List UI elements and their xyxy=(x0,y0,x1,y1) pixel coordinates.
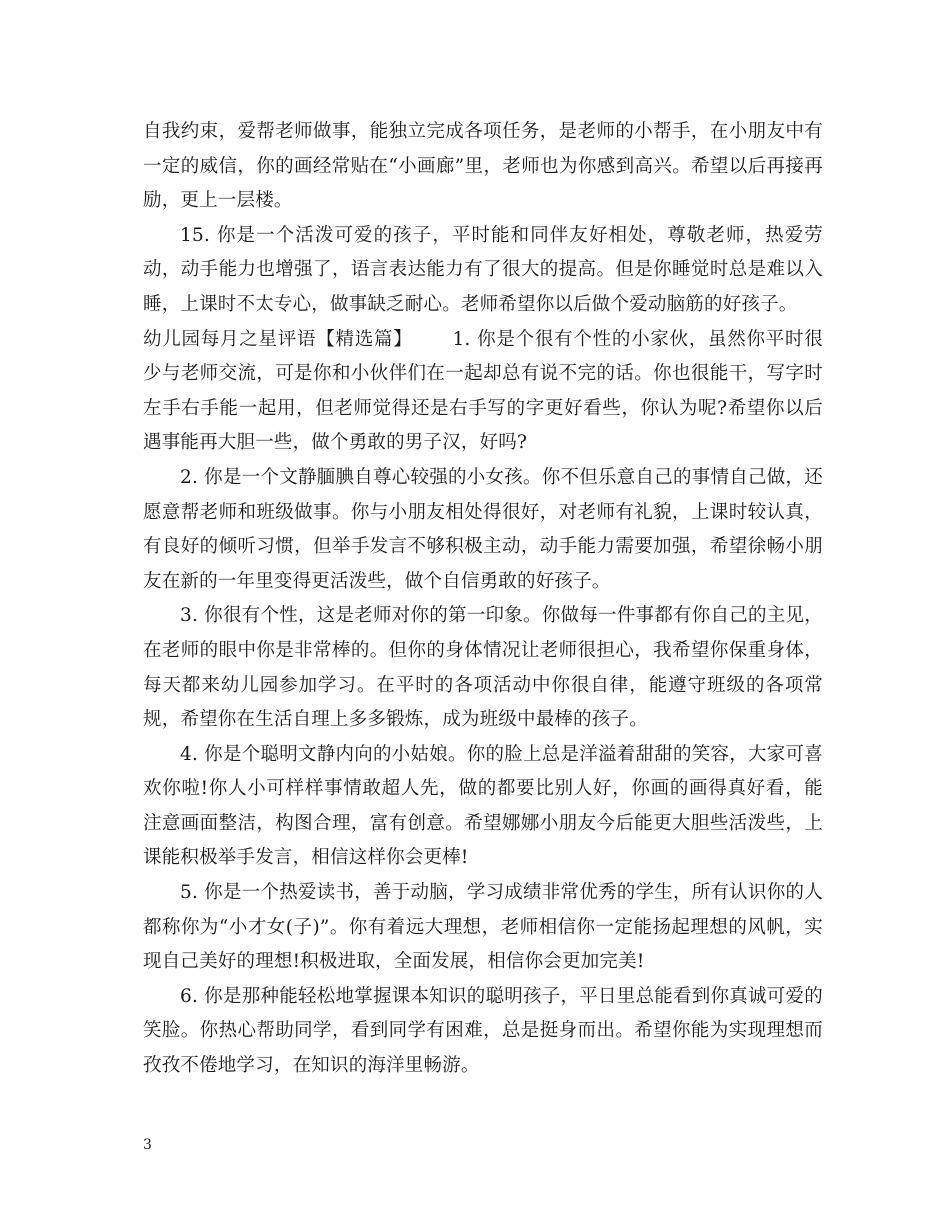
paragraph-comment-3: 3. 你很有个性，这是老师对你的第一印象。你做每一件事都有你自己的主见，在老师的眼中你是非常棒的。但你的身体情况让老师很担心，我希望你保重身体，每天都来幼儿园参加学习。在平时的各项活动中你很自律，能遵守班级的各项常规，希望你在生活自理上多多锻炼，成为班级中最棒的孩子。 xyxy=(143,605,824,731)
page-number: 3 xyxy=(143,1137,152,1153)
section-heading: 幼儿园每月之星评语【精选篇】 xyxy=(143,328,413,350)
paragraph-comment-1 xyxy=(143,323,823,461)
paragraph-comment-15: 15. 你是一个活泼可爱的孩子，平时能和同伴友好相处，尊敬老师，热爱劳动，动手能力也增强了，语言表达能力有了很大的提高。但是你睡觉时总是难以入睡，上课时不太专心，做事缺乏耐心。老师希望你以后做个爱动脑筋的好孩子。 xyxy=(143,224,823,315)
paragraph-comment-2: 2. 你是一个文静腼腆自尊心较强的小女孩。你不但乐意自己的事情自己做，还愿意帮老师和班级做事。你与小朋友相处得很好，对老师有礼貌，上课时较认真，有良好的倾听习惯，但举手发言不够积极主动，动手能力需要加强，希望徐畅小朋友在新的一年里变得更活泼些，做个自信勇敢的好孩子。 xyxy=(143,466,824,592)
paragraph-comment-4: 4. 你是个聪明文静内向的小姑娘。你的脸上总是洋溢着甜甜的笑容，大家可喜欢你啦!你人小可样样事情敢超人先，做的都要比别人好，你画的画得真好看，能注意画面整洁，构图合理，富有创意。希望娜娜小朋友今后能更大胆些活泼些，上课能积极举手发言，相信这样你会更棒! xyxy=(143,743,824,869)
document-body xyxy=(143,115,823,1084)
comment-1-text: 1. 你是个很有个性的小家伙，虽然你平时很少与老师交流，可是你和小伙伴们在一起却总有说不完的话。你也很能干，写字时左手右手能一起用，但老师觉得还是右手写的字更好看些，你认为呢?希望你以后遇事能再大胆一些，做个勇敢的男子汉，好吗? xyxy=(143,328,823,454)
paragraph-comment-5: 5. 你是一个热爱读书，善于动脑，学习成绩非常优秀的学生，所有认识你的人都称你为“小才女(子)”。你有着远大理想，老师相信你一定能扬起理想的风帆，实现自己美好的理想!积极进取，全面发展，相信你会更加完美! xyxy=(143,882,824,973)
paragraph-continuation: 自我约束，爱帮老师做事，能独立完成各项任务，是老师的小帮手，在小朋友中有一定的威信，你的画经常贴在“小画廊”里，老师也为你感到高兴。希望以后再接再励，更上一层楼。 xyxy=(143,121,823,212)
paragraph-comment-6: 6. 你是那种能轻松地掌握课本知识的聪明孩子，平日里总能看到你真诚可爱的笑脸。你热心帮助同学，看到同学有困难，总是挺身而出。希望你能为实现理想而孜孜不倦地学习，在知识的海洋里畅游。 xyxy=(143,985,824,1077)
